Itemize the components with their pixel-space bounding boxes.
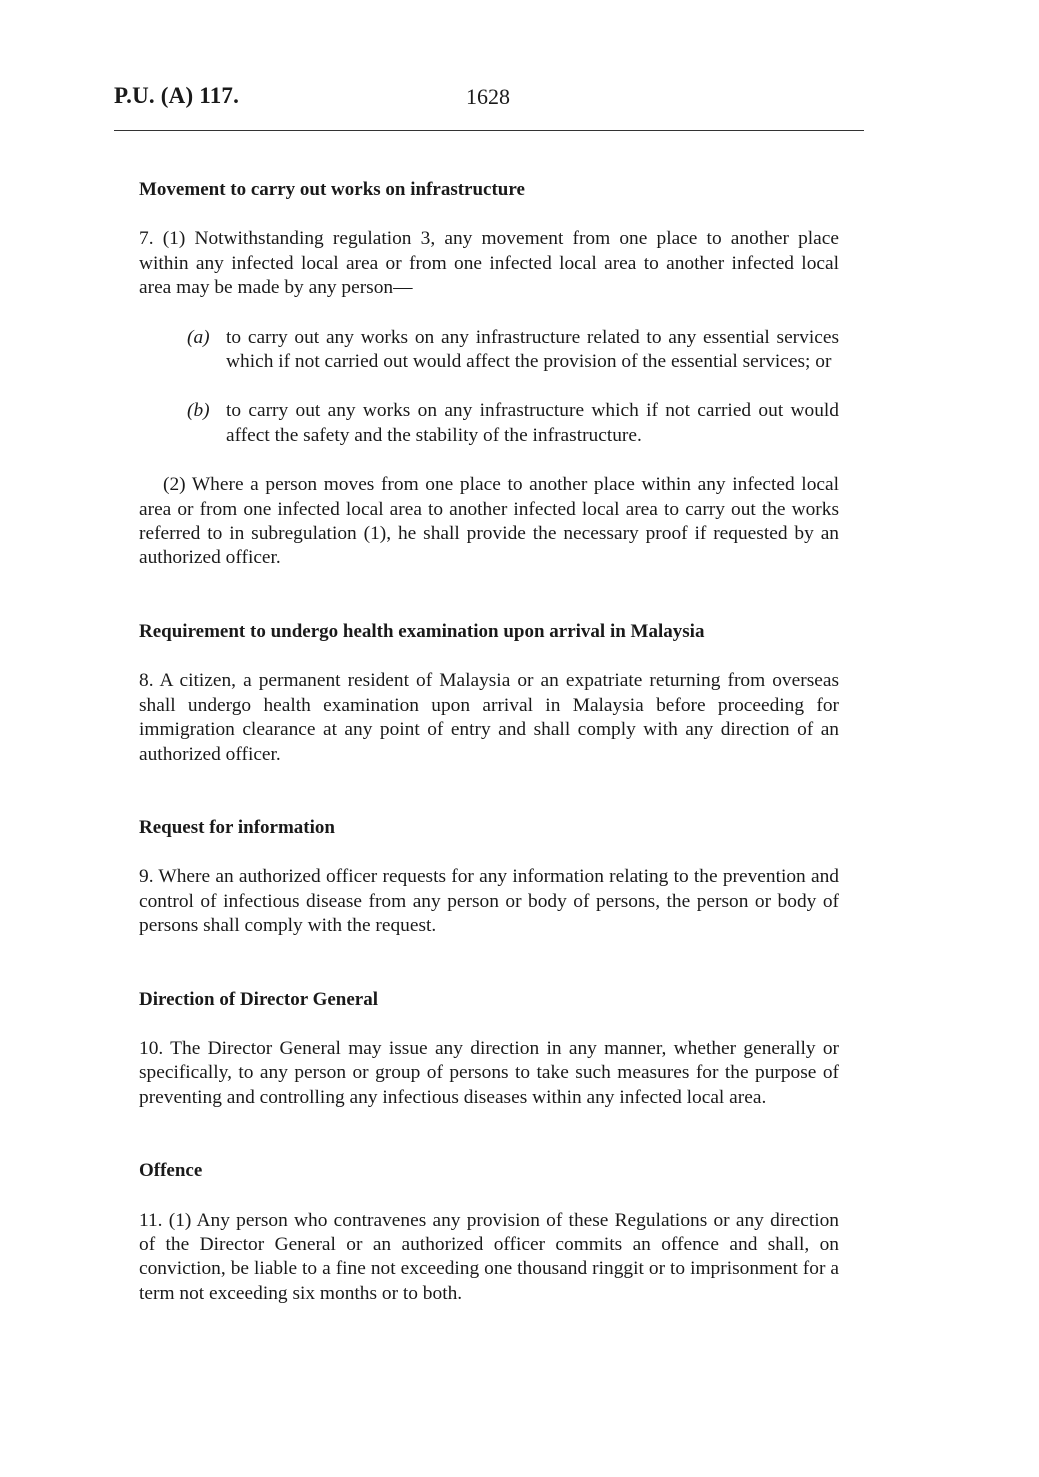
regulation-7-2: (2) Where a person moves from one place to another place within any infected local area or from one infected local area to another infected local area to carry out the works referred to in subregulation (1), he shall provide the necessary proof if requested by an authorized officer. xyxy=(139,474,839,569)
regulation-11-1: 11. (1) Any person who contravenes any provision of these Regulations or any direction of the Director General or an authorized officer commits an offence and shall, on conviction, be liable to a fine not exceeding one thousand ringgit or to imprisonment for a term not exceeding six months or to both. xyxy=(139,1209,839,1304)
section-10 xyxy=(139,988,839,1111)
regulation-10: 10. The Director General may issue any direction in any manner, whether generally or specifically, to any person or group of persons to take such measures for the purpose of preventing and controlling any infectious diseases within any infected local area. xyxy=(139,1037,839,1108)
item-text: to carry out any works on any infrastructure related to any essential services which if not carried out would affect the provision of the essential services; or xyxy=(226,326,839,373)
regulation-8: 8. A citizen, a permanent resident of Malaysia or an expatriate returning from overseas shall undergo health examination upon arrival in Malaysia before proceeding for immigration clearance at any point of entry and shall comply with any direction of an authorized officer. xyxy=(139,670,839,765)
regulation-7-1: 7. (1) Notwithstanding regulation 3, any movement from one place to another place within any infected local area or from one infected local area to another infected local area may be made by any person— xyxy=(139,228,839,299)
section-heading: Offence xyxy=(139,1160,203,1182)
section-heading: Requirement to undergo health examination upon arrival in Malaysia xyxy=(139,620,705,642)
gazette-reference: P.U. (A) 117. xyxy=(114,83,240,108)
section-8 xyxy=(139,620,839,767)
section-heading: Movement to carry out works on infrastructure xyxy=(139,179,525,200)
item-label: (b) xyxy=(187,400,210,422)
section-heading: Request for information xyxy=(139,816,335,838)
header-divider xyxy=(114,130,864,131)
section-9 xyxy=(139,816,839,939)
list-item-a xyxy=(139,326,839,375)
document-body xyxy=(139,178,839,1306)
item-label: (a) xyxy=(187,326,210,348)
section-heading: Direction of Director General xyxy=(139,988,379,1010)
item-text: to carry out any works on any infrastructure which if not carried out would affect the safety and the stability of the infrastructure. xyxy=(226,400,839,446)
list-item-b xyxy=(139,399,839,448)
page-number: 1628 xyxy=(466,84,510,109)
section-7 xyxy=(139,178,839,571)
regulation-9: 9. Where an authorized officer requests for any information relating to the prevention and control of infectious disease from any person or body of persons, the person or body of persons shall comply with the request. xyxy=(139,866,839,937)
section-11 xyxy=(139,1159,839,1306)
